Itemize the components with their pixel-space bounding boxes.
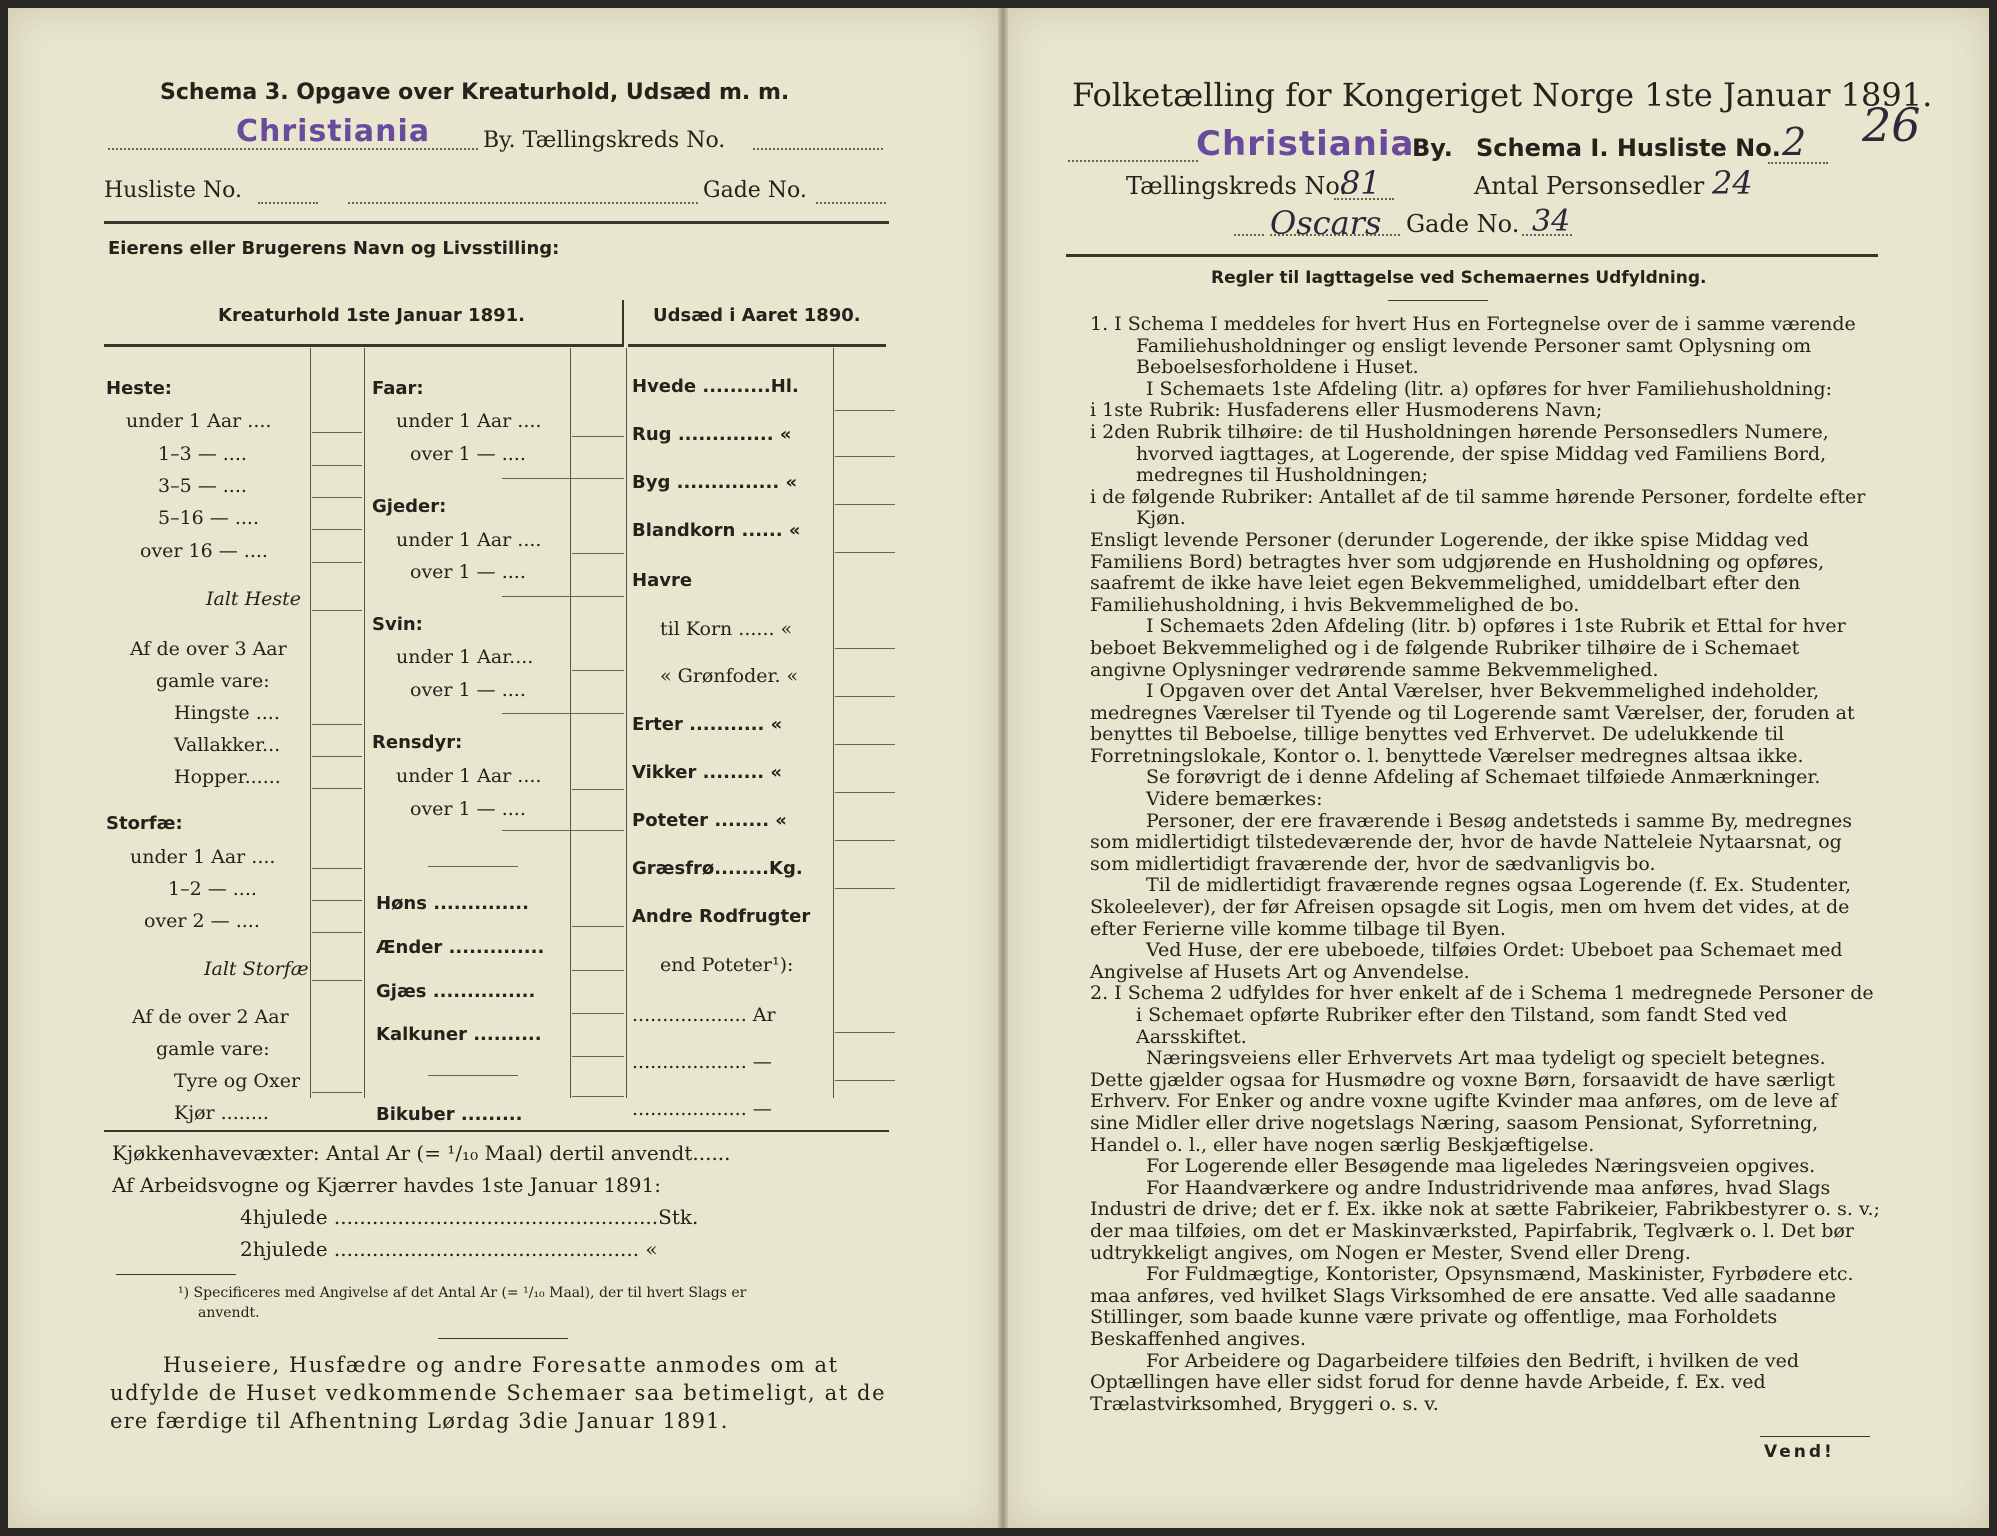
gjeder-heading: Gjeder: [372, 496, 447, 517]
rule-para: Ved Huse, der ere ubeboede, tilføies Ordet: Ubeboet paa Schemaet med Angivelse af Husets Art og Anvendelse. [1090, 939, 1843, 983]
rule-para: Til de midlertidigt fraværende regnes ogsaa Logerende (f. Ex. Studenter, Skoleelever), der før Afreisen opsagde sit Logis, men om hvem det vides, at de efter Ferierne ville komme tilbage til Byen. [1090, 874, 1852, 940]
rule-para: Personer, der ere fraværende i Besøg andetsteds i samme By, medregnes som midlertidigt tilstedeværende der, hvor de havde Natteleie Nytaarsnat, og som midlertidigt fraværende der, hvor de sædvanligvis bo. [1090, 809, 1852, 875]
closing-line1: Huseiere, Husfædre og andre Foresatte anmodes om at [163, 1353, 839, 1377]
rule-para: i 1ste Rubrik: Husfaderens eller Husmoderens Navn; [1090, 399, 1603, 422]
hest-type: Hopper...... [174, 766, 281, 788]
crop-row: ................... — [632, 1051, 772, 1073]
crop-row: Havre [632, 570, 693, 591]
rule-2: 2. I Schema 2 udfyldes for hver enkelt af de i Schema 1 medregnede Personer de i Schemaet opførte Rubriker efter den Tilstand, som fandt Sted ved Aarsskiftet. [1090, 982, 1874, 1048]
city-stamp: Christiania [236, 114, 431, 149]
by-label: By. [1412, 134, 1453, 162]
faar-row: over 1 — .... [410, 443, 526, 465]
fowl-row: Ænder .............. [376, 937, 545, 958]
crop-row: til Korn ...... « [660, 618, 793, 640]
heste-heading: Heste: [106, 378, 172, 399]
gade-label: Gade No. [703, 178, 807, 203]
rules-title: Regler til Iagttagelse ved Schemaernes Udfyldning. [1211, 268, 1707, 288]
page-gutter [998, 8, 1008, 1528]
heste-row: 5–16 — .... [158, 507, 260, 529]
hjul2-line: 2hjulede ................................................ « [240, 1237, 658, 1261]
rule-para: Videre bemærkes: [1146, 788, 1323, 811]
city-stamp-right: Christiania [1196, 124, 1415, 164]
svin-heading: Svin: [372, 614, 423, 635]
rule-para: For Logerende eller Besøgende maa ligeledes Næringsveien opgives. [1146, 1155, 1816, 1178]
kreatur-header: Kreaturhold 1ste Januar 1891. [218, 305, 525, 326]
rule-para: For Arbeidere og Dagarbeidere tilføies den Bedrift, i hvilken de ved Optællingen have eller sidst forud for denne havde Arbeide, f. Ex. ved Trælastvirksomhed, Bryggeri o. s. v. [1090, 1349, 1799, 1415]
crop-row: Andre Rodfrugter [632, 906, 811, 927]
bikuber-row: Bikuber ......... [376, 1104, 523, 1125]
crop-row: ................... Ar [632, 1004, 776, 1026]
svin-row: under 1 Aar.... [396, 646, 534, 668]
footnote-line1: ¹) Specificeres med Angivelse af det Antal Ar (= ¹/₁₀ Maal), der til hvert Slags er [178, 1285, 747, 1301]
hest-type: Hingste .... [174, 702, 280, 724]
gade-label-right: Gade No. [1406, 210, 1520, 238]
owner-label: Eierens eller Brugerens Navn og Livsstilling: [108, 238, 560, 259]
rule-para: i 2den Rubrik tilhøire: de til Husholdningen hørende Personsedlers Numere, hvorved iagttages, at Logerende, der spise Middag ved Familiens Bord, medregnes til Husholdningen; [1090, 420, 1829, 487]
gjeder-row: under 1 Aar .... [396, 529, 542, 551]
hjul4-line: 4hjulede ...................................................Stk. [240, 1205, 699, 1229]
schema3-title: Schema 3. Opgave over Kreaturhold, Udsæd m. m. [160, 80, 790, 105]
rensdyr-row: over 1 — .... [410, 798, 526, 820]
heste-row: 3–5 — .... [158, 475, 247, 497]
rule-para: Ensligt levende Personer (derunder Logerende, der ikke spise Middag ved Familiens Bord) betragtes hver som udgjørende en Husholdning og opføres, saafremt de ikke have leiet egen Bekvemmelighed, umiddelbart efter den Familiehusholdning, i hvis Bekvemmelighed de bo. [1090, 528, 1825, 616]
crop-row: Byg ............... « [632, 472, 798, 493]
closing-line3: ere færdige til Afhentning Lørdag 3die Januar 1891. [110, 1409, 729, 1433]
husliste-label: Husliste No. [104, 178, 242, 203]
right-page [1008, 8, 1989, 1528]
census-title: Folketælling for Kongeriget Norge 1ste Januar 1891. [1072, 76, 1933, 114]
kreds-number: 81 [1340, 164, 1381, 202]
schema1-label: Schema I. Husliste No. [1476, 134, 1781, 162]
rule-para: I Opgaven over det Antal Værelser, hver Bekvemmelighed indeholder, medregnes Værelser til Tyende og til Logerende samt Værelser, der, foruden at benyttes til Beboelse, tillige benyttes ved Erhvervet. De udelukkende til Forretningslokale, Kontor o. l. benyttede Værelser medregnes altsaa ikke. [1090, 680, 1855, 767]
rule-para: I Schemaets 2den Afdeling (litr. b) opføres i 1ste Rubrik et Ettal for hver beboet Bekvemmelighed og i de følgende Rubriker tilhøire de i Schemaet angivne Oplysninger vedrørende samme Bekvemmelighed. [1090, 615, 1846, 681]
storfae-type: Tyre og Oxer [174, 1070, 301, 1092]
vend-label: Vend! [1764, 1442, 1835, 1462]
antal-label: Antal Personsedler [1474, 172, 1705, 200]
faar-row: under 1 Aar .... [396, 410, 542, 432]
storfae-type: Kjør ........ [174, 1102, 269, 1124]
rule-para: Næringsveiens eller Erhvervets Art maa tydeligt og specielt betegnes. Dette gjælder ogsaa for Husmødre og voxne Børn, forsaavidt de have særligt Erhverv. For Enker og andre voxne ugifte Kvinder maa anføres, om de leve af sine Midler eller drive nogetslags Næring, saasom Pensionat, Syforretning, Handel o. l., eller have nogen særlig Beskjæftigelse. [1090, 1047, 1838, 1156]
storfae-row: over 2 — .... [144, 910, 260, 932]
heste-row: over 16 — .... [140, 540, 268, 562]
gade-number: 34 [1532, 204, 1571, 239]
heste-row: 1–3 — .... [158, 443, 247, 465]
gamle-vare: gamle vare: [156, 670, 270, 692]
crop-row: « Grønfoder. « [660, 665, 799, 687]
rule-para: I Schemaets 1ste Afdeling (litr. a) opføres for hver Familiehusholdning: [1146, 377, 1833, 400]
hest-type: Vallakker... [174, 734, 281, 756]
crop-row: Rug .............. « [632, 424, 792, 445]
rule-para: For Haandværkere og andre Industridrivende maa anføres, hvad Slags Industri de drive; det er f. Ex. ikke nok at sætte Fabrikeier, Fabrikbestyrer o. s. v.; der maa tilføies, om det er Maskinværksted, Papirfabrik, Teglværk o. l. Det bør udtrykkeligt angives, om Nogen er Mester, Svend eller Dreng. [1090, 1176, 1880, 1264]
footnote-line2: anvendt. [198, 1305, 260, 1321]
crop-row: Græsfrø........Kg. [632, 858, 803, 879]
rule-para: Se forøvrigt de i denne Afdeling af Schemaet tilføiede Anmærkninger. [1146, 766, 1821, 789]
gamle-vare: gamle vare: [156, 1038, 270, 1060]
af-over-2: Af de over 2 Aar [132, 1006, 289, 1028]
storfae-row: under 1 Aar .... [130, 846, 276, 868]
rensdyr-heading: Rensdyr: [372, 732, 463, 753]
crop-row: end Poteter¹): [660, 954, 794, 976]
gade-name: Oscars [1270, 204, 1382, 242]
page-number: 26 [1862, 98, 1921, 152]
ialt-heste: Ialt Heste [206, 588, 302, 610]
storfae-heading: Storfæ: [106, 813, 183, 834]
crop-row: Erter ........... « [632, 714, 783, 735]
rule-para: For Fuldmægtige, Kontorister, Opsynsmænd, Maskinister, Fyrbødere etc. maa anføres, ved hvilket Slags Virksomhed de ere ansatte. Ved alle saadanne Stillinger, som baade kunne være private og offentlige, maa Forholdets Beskaffenhed angives. [1090, 1263, 1854, 1350]
gjeder-row: over 1 — .... [410, 561, 526, 583]
left-page [8, 8, 998, 1528]
af-over-3: Af de over 3 Aar [130, 638, 287, 660]
crop-row: Hvede ..........Hl. [632, 376, 799, 397]
rule-para: i de følgende Rubriker: Antallet af de til samme hørende Personer, fordelte efter Kjøn. [1090, 485, 1866, 530]
heste-row: under 1 Aar .... [126, 410, 272, 432]
antal-number: 24 [1712, 164, 1753, 202]
crop-row: Vikker ......... « [632, 762, 783, 783]
rensdyr-row: under 1 Aar .... [396, 765, 542, 787]
fowl-row: Gjæs ............... [376, 981, 536, 1002]
rules-body [1090, 314, 1880, 1415]
husliste-number: 2 [1782, 120, 1807, 164]
closing-line2: udfylde de Huset vedkommende Schemaer saa betimeligt, at de [110, 1381, 887, 1405]
rule-1: 1. I Schema I meddeles for hvert Hus en Fortegnelse over de i samme værende Familiehusholdninger og ensligt levende Personer samt Oplysning om Beboelsesforholdene i Huset. [1090, 313, 1856, 379]
crop-row: ................... — [632, 1098, 772, 1120]
ialt-storfae: Ialt Storfæ [204, 958, 309, 980]
by-kreds-label: By. Tællingskreds No. [483, 128, 726, 153]
kjokken-line: Kjøkkenhavevæxter: Antal Ar (= ¹/₁₀ Maal) dertil anvendt...... [112, 1141, 731, 1165]
arbeids-line: Af Arbeidsvogne og Kjærrer havdes 1ste Januar 1891: [112, 1173, 661, 1197]
storfae-row: 1–2 — .... [168, 878, 257, 900]
crop-row: Poteter ........ « [632, 810, 787, 831]
fowl-row: Høns .............. [376, 893, 529, 914]
udsaed-header: Udsæd i Aaret 1890. [653, 305, 861, 326]
svin-row: over 1 — .... [410, 679, 526, 701]
crop-row: Blandkorn ...... « [632, 520, 801, 541]
kreds-label: Tællingskreds No. [1126, 172, 1348, 200]
faar-heading: Faar: [372, 378, 424, 399]
fowl-row: Kalkuner .......... [376, 1024, 542, 1045]
